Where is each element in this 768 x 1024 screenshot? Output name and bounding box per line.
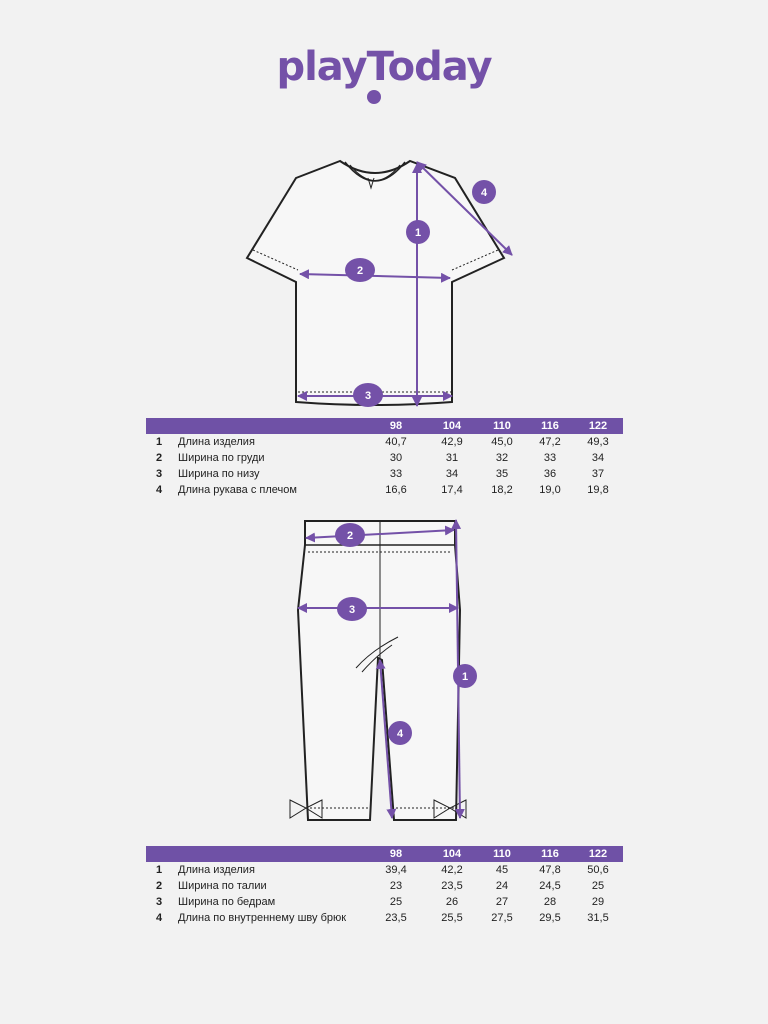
- cell-value: 16,6: [385, 484, 407, 496]
- row-number: 2: [156, 452, 163, 464]
- cell-value: 27: [495, 896, 509, 908]
- cell-value: 45: [495, 864, 509, 876]
- table-row: [146, 878, 623, 894]
- cell-value: 23: [389, 880, 403, 892]
- cell-value: 29: [591, 896, 605, 908]
- cell-value: 33: [543, 452, 557, 464]
- cell-value: 24: [495, 880, 509, 892]
- size-header: 98: [389, 848, 403, 860]
- size-header: 98: [389, 420, 403, 432]
- row-number: 4: [156, 912, 163, 924]
- svg-text:3: 3: [348, 604, 356, 616]
- table-row: [146, 466, 623, 482]
- row-number: 3: [156, 468, 163, 480]
- row-label: Длина по внутреннему шву брюк: [178, 912, 347, 924]
- cell-value: 39,4: [385, 864, 407, 876]
- table-row: [146, 910, 623, 926]
- cell-value: 29,5: [539, 912, 561, 924]
- cell-value: 37: [591, 468, 605, 480]
- svg-text:4: 4: [396, 728, 404, 740]
- cell-value: 50,6: [587, 864, 609, 876]
- svg-text:1: 1: [414, 227, 422, 239]
- cell-value: 45,0: [491, 436, 513, 448]
- row-label: Длина изделия: [178, 436, 255, 448]
- tshirt-badge-4: [472, 180, 496, 204]
- pants-badge-3: [337, 597, 367, 621]
- size-header: 104: [442, 848, 462, 860]
- cell-value: 25: [591, 880, 605, 892]
- cell-value: 23,5: [441, 880, 463, 892]
- cell-value: 33: [389, 468, 403, 480]
- row-label: Ширина по груди: [178, 452, 265, 464]
- pants-badge-4: [388, 721, 412, 745]
- cell-value: 36: [543, 468, 557, 480]
- size-header: 110: [493, 848, 511, 860]
- tshirt-badge-2: [345, 258, 375, 282]
- cell-value: 30: [389, 452, 403, 464]
- size-header: 122: [588, 420, 608, 432]
- tshirt-badge-1: [406, 220, 430, 244]
- tshirt-badge-3: [353, 383, 383, 407]
- cell-value: 17,4: [441, 484, 463, 496]
- cell-value: 27,5: [491, 912, 513, 924]
- table-header: [146, 418, 623, 434]
- pants-size-table: [146, 846, 623, 926]
- cell-value: 18,2: [491, 484, 513, 496]
- row-number: 2: [156, 880, 163, 892]
- pants-badge-2: [335, 523, 365, 547]
- row-label: Длина рукава с плечом: [178, 484, 297, 496]
- cell-value: 28: [543, 896, 557, 908]
- cell-value: 34: [445, 468, 459, 480]
- size-header: 116: [541, 848, 559, 860]
- row-label: Ширина по талии: [178, 880, 267, 892]
- row-number: 3: [156, 896, 163, 908]
- row-label: Длина изделия: [178, 864, 255, 876]
- table-row: [146, 862, 623, 878]
- tshirt-size-table: [146, 418, 623, 498]
- size-header: 122: [588, 848, 608, 860]
- cell-value: 25,5: [441, 912, 463, 924]
- cell-value: 23,5: [385, 912, 407, 924]
- cell-value: 34: [591, 452, 605, 464]
- cell-value: 49,3: [587, 436, 609, 448]
- cell-value: 35: [495, 468, 509, 480]
- row-label: Ширина по бедрам: [178, 896, 276, 908]
- row-number: 4: [156, 484, 163, 496]
- pants-badge-1: [453, 664, 477, 688]
- table-row: [146, 894, 623, 910]
- cell-value: 26: [445, 896, 459, 908]
- svg-text:1: 1: [461, 671, 469, 683]
- row-label: Ширина по низу: [178, 468, 260, 480]
- table-row: [146, 450, 623, 466]
- cell-value: 47,2: [539, 436, 561, 448]
- cell-value: 24,5: [539, 880, 561, 892]
- pants-drawing: [290, 521, 469, 820]
- brand-logo: playToday: [276, 44, 492, 90]
- size-header: 110: [493, 420, 511, 432]
- cell-value: 25: [389, 896, 403, 908]
- size-header: 104: [442, 420, 462, 432]
- table-header: [146, 846, 623, 862]
- cell-value: 42,9: [441, 436, 463, 448]
- cell-value: 19,8: [587, 484, 609, 496]
- size-header: 116: [541, 420, 559, 432]
- cell-value: 47,8: [539, 864, 561, 876]
- cell-value: 32: [495, 452, 509, 464]
- svg-text:3: 3: [364, 390, 372, 402]
- cell-value: 31,5: [587, 912, 609, 924]
- cell-value: 40,7: [385, 436, 407, 448]
- table-row: [146, 434, 623, 450]
- table-row: [146, 482, 623, 498]
- cell-value: 19,0: [539, 484, 561, 496]
- svg-text:4: 4: [480, 187, 488, 199]
- row-number: 1: [156, 436, 163, 448]
- tshirt-drawing: [247, 161, 504, 405]
- cell-value: 31: [445, 452, 459, 464]
- svg-text:2: 2: [356, 265, 364, 277]
- cell-value: 42,2: [441, 864, 463, 876]
- row-number: 1: [156, 864, 163, 876]
- svg-text:2: 2: [346, 530, 354, 542]
